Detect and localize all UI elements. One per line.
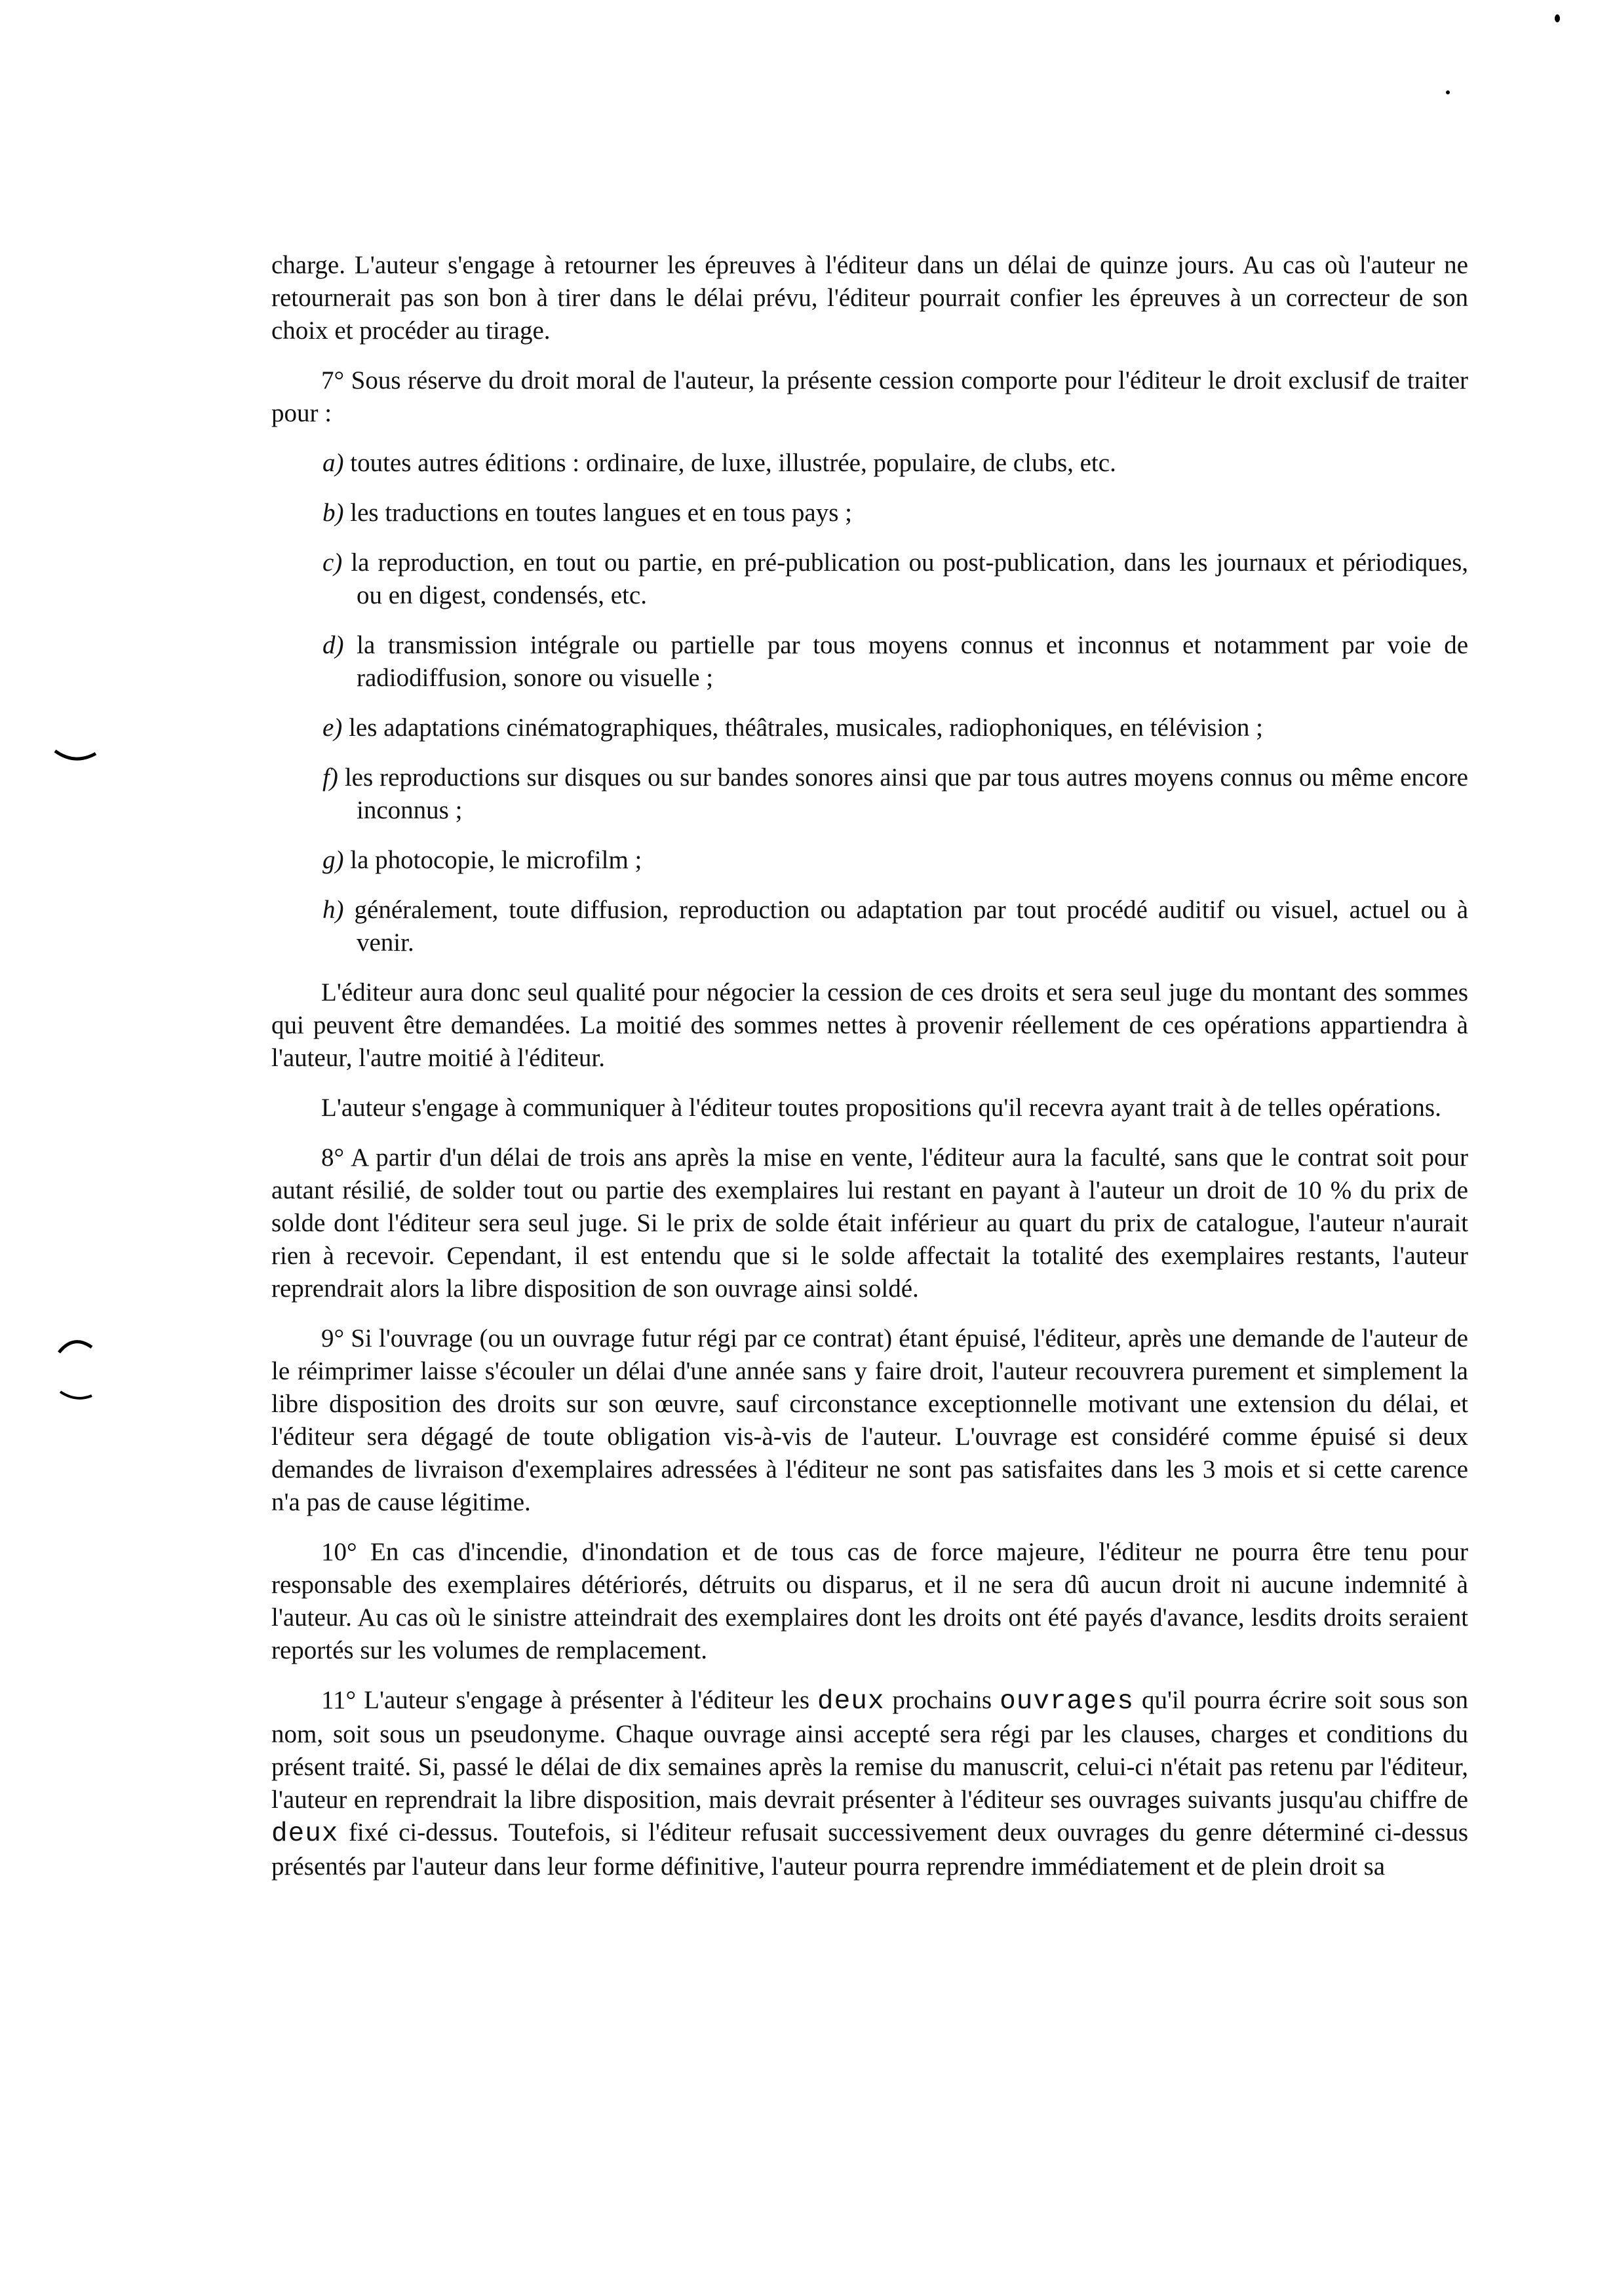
- list-item-e: [322, 712, 1468, 744]
- scan-dot-top-right: [1555, 14, 1560, 22]
- list-item-f: [322, 761, 1468, 827]
- article-11-part3: qu'il pourra écrire soit sous son nom, soit sous un pseudonyme. Chaque ouvrage ainsi accepté sera régi par les clauses, charges et conditions du présent traité. Si, passé le délai de dix semaines après la remise du manuscrit, celui-ci n'était pas retenu par l'éditeur, l'auteur en reprendrait la libre disposition, mais devrait présenter à l'éditeur ses ouvrages suivants jusqu'au chiffre de: [271, 1686, 1469, 1814]
- list-letter: d): [322, 631, 344, 659]
- punch-hole-mark-lower: [56, 1330, 96, 1409]
- list-item-d: [322, 629, 1468, 695]
- article-7-communication: L'auteur s'engage à communiquer à l'éditeur toutes propositions qu'il recevra ayant trait à de telles opérations.: [321, 1094, 1441, 1122]
- list-item-h: [322, 894, 1468, 959]
- typed-fill-works: ouvrages: [1000, 1687, 1134, 1717]
- list-letter: h): [322, 896, 344, 924]
- article-8: 8° A partir d'un délai de trois ans après la mise en vente, l'éditeur aura la faculté, sans que le contrat soit pour autant résilié, de solder tout ou partie des exemplaires lui restant en payant à l'auteur un droit de 10 % du prix de solde dont l'éditeur sera seul juge. Si le prix de solde était inférieur au quart du prix de catalogue, l'auteur n'aurait rien à recevoir. Cependant, il est entendu que si le solde affectait la totalité des exemplaires restants, l'auteur reprendrait alors la libre disposition de son ouvrage ainsi soldé.: [271, 1143, 1468, 1303]
- article-7-intro: 7° Sous réserve du droit moral de l'auteur, la présente cession comporte pour l'éditeur le droit exclusif de traiter pour :: [271, 366, 1468, 427]
- list-text: les traductions en toutes langues et en tous pays ;: [350, 499, 853, 527]
- intro-paragraph: charge. L'auteur s'engage à retourner les épreuves à l'éditeur dans un délai de quinze jours. Au cas où l'auteur ne retournerait pas son bon à tirer dans le délai prévu, l'éditeur pourrait confier les épreuves à un correcteur de son choix et procéder au tirage.: [271, 251, 1468, 345]
- list-text: généralement, toute diffusion, reproduction ou adaptation par tout procédé auditif ou visuel, actuel ou à venir.: [354, 896, 1469, 957]
- punch-hole-mark-upper: [52, 747, 98, 767]
- document-body: [271, 249, 1468, 1900]
- list-letter: b): [322, 499, 344, 527]
- scan-dot-right: [1446, 90, 1450, 94]
- article-11-part4: fixé ci-dessus. Toutefois, si l'éditeur refusait successivement deux ouvrages du genre déterminé ci-dessus présentés par l'auteur dans leur forme définitive, l'auteur pourra reprendre immédiatement et de plein droit sa: [271, 1818, 1469, 1881]
- article-7-negotiation: L'éditeur aura donc seul qualité pour négocier la cession de ces droits et sera seul juge du montant des sommes qui peuvent être demandées. La moitié des sommes nettes à provenir réellement de ces opérations appartiendra à l'auteur, l'autre moitié à l'éditeur.: [271, 978, 1468, 1072]
- list-text: les adaptations cinématographiques, théâtrales, musicales, radiophoniques, en télévision ;: [349, 714, 1263, 742]
- list-item-b: [322, 497, 1468, 529]
- list-letter: e): [322, 714, 343, 742]
- list-item-c: [322, 546, 1468, 612]
- article-11-part1: 11° L'auteur s'engage à présenter à l'éditeur les: [321, 1686, 810, 1714]
- list-letter: g): [322, 846, 344, 874]
- list-text: les reproductions sur disques ou sur bandes sonores ainsi que par tous autres moyens connus ou même encore inconnus ;: [344, 763, 1468, 824]
- article-11-part2: prochains: [892, 1686, 992, 1714]
- typed-fill-count-repeat: deux: [271, 1819, 339, 1849]
- list-text: la photocopie, le microfilm ;: [350, 846, 642, 874]
- article-11: [271, 1684, 1468, 1883]
- list-item-a: [322, 447, 1468, 480]
- article-10: 10° En cas d'incendie, d'inondation et de tous cas de force majeure, l'éditeur ne pourra être tenu pour responsable des exemplaires détériorés, détruits ou disparus, et il ne sera dû aucun droit ni aucune indemnité à l'auteur. Au cas où le sinistre atteindrait des exemplaires dont les droits ont été payés d'avance, lesdits droits seraient reportés sur les volumes de remplacement.: [271, 1538, 1468, 1664]
- list-text: la transmission intégrale ou partielle par tous moyens connus et inconnus et notamment par voie de radiodiffusion, sonore ou visuelle ;: [357, 631, 1469, 692]
- list-letter: a): [322, 449, 344, 477]
- list-text: la reproduction, en tout ou partie, en pré-publication ou post-publication, dans les journaux et périodiques, ou en digest, condensés, etc.: [351, 548, 1469, 609]
- list-letter: f): [322, 763, 338, 792]
- list-text: toutes autres éditions : ordinaire, de luxe, illustrée, populaire, de clubs, etc.: [350, 449, 1116, 477]
- article-9: 9° Si l'ouvrage (ou un ouvrage futur régi par ce contrat) étant épuisé, l'éditeur, après une demande de l'auteur de le réimprimer laisse s'écouler un délai d'une année sans y faire droit, l'auteur recouvrera purement et simplement la libre disposition des droits sur son œuvre, sauf circonstance exceptionnelle motivant une extension du délai, et l'éditeur sera dégagé de toute obligation vis-à-vis de l'auteur. L'ouvrage est considéré comme épuisé si deux demandes de livraison d'exemplaires adressées à l'éditeur ne sont pas satisfaites dans les 3 mois et si cette carence n'a pas de cause légitime.: [271, 1324, 1468, 1516]
- typed-fill-count: deux: [817, 1687, 885, 1717]
- list-item-g: [322, 844, 1468, 877]
- list-letter: c): [322, 548, 343, 577]
